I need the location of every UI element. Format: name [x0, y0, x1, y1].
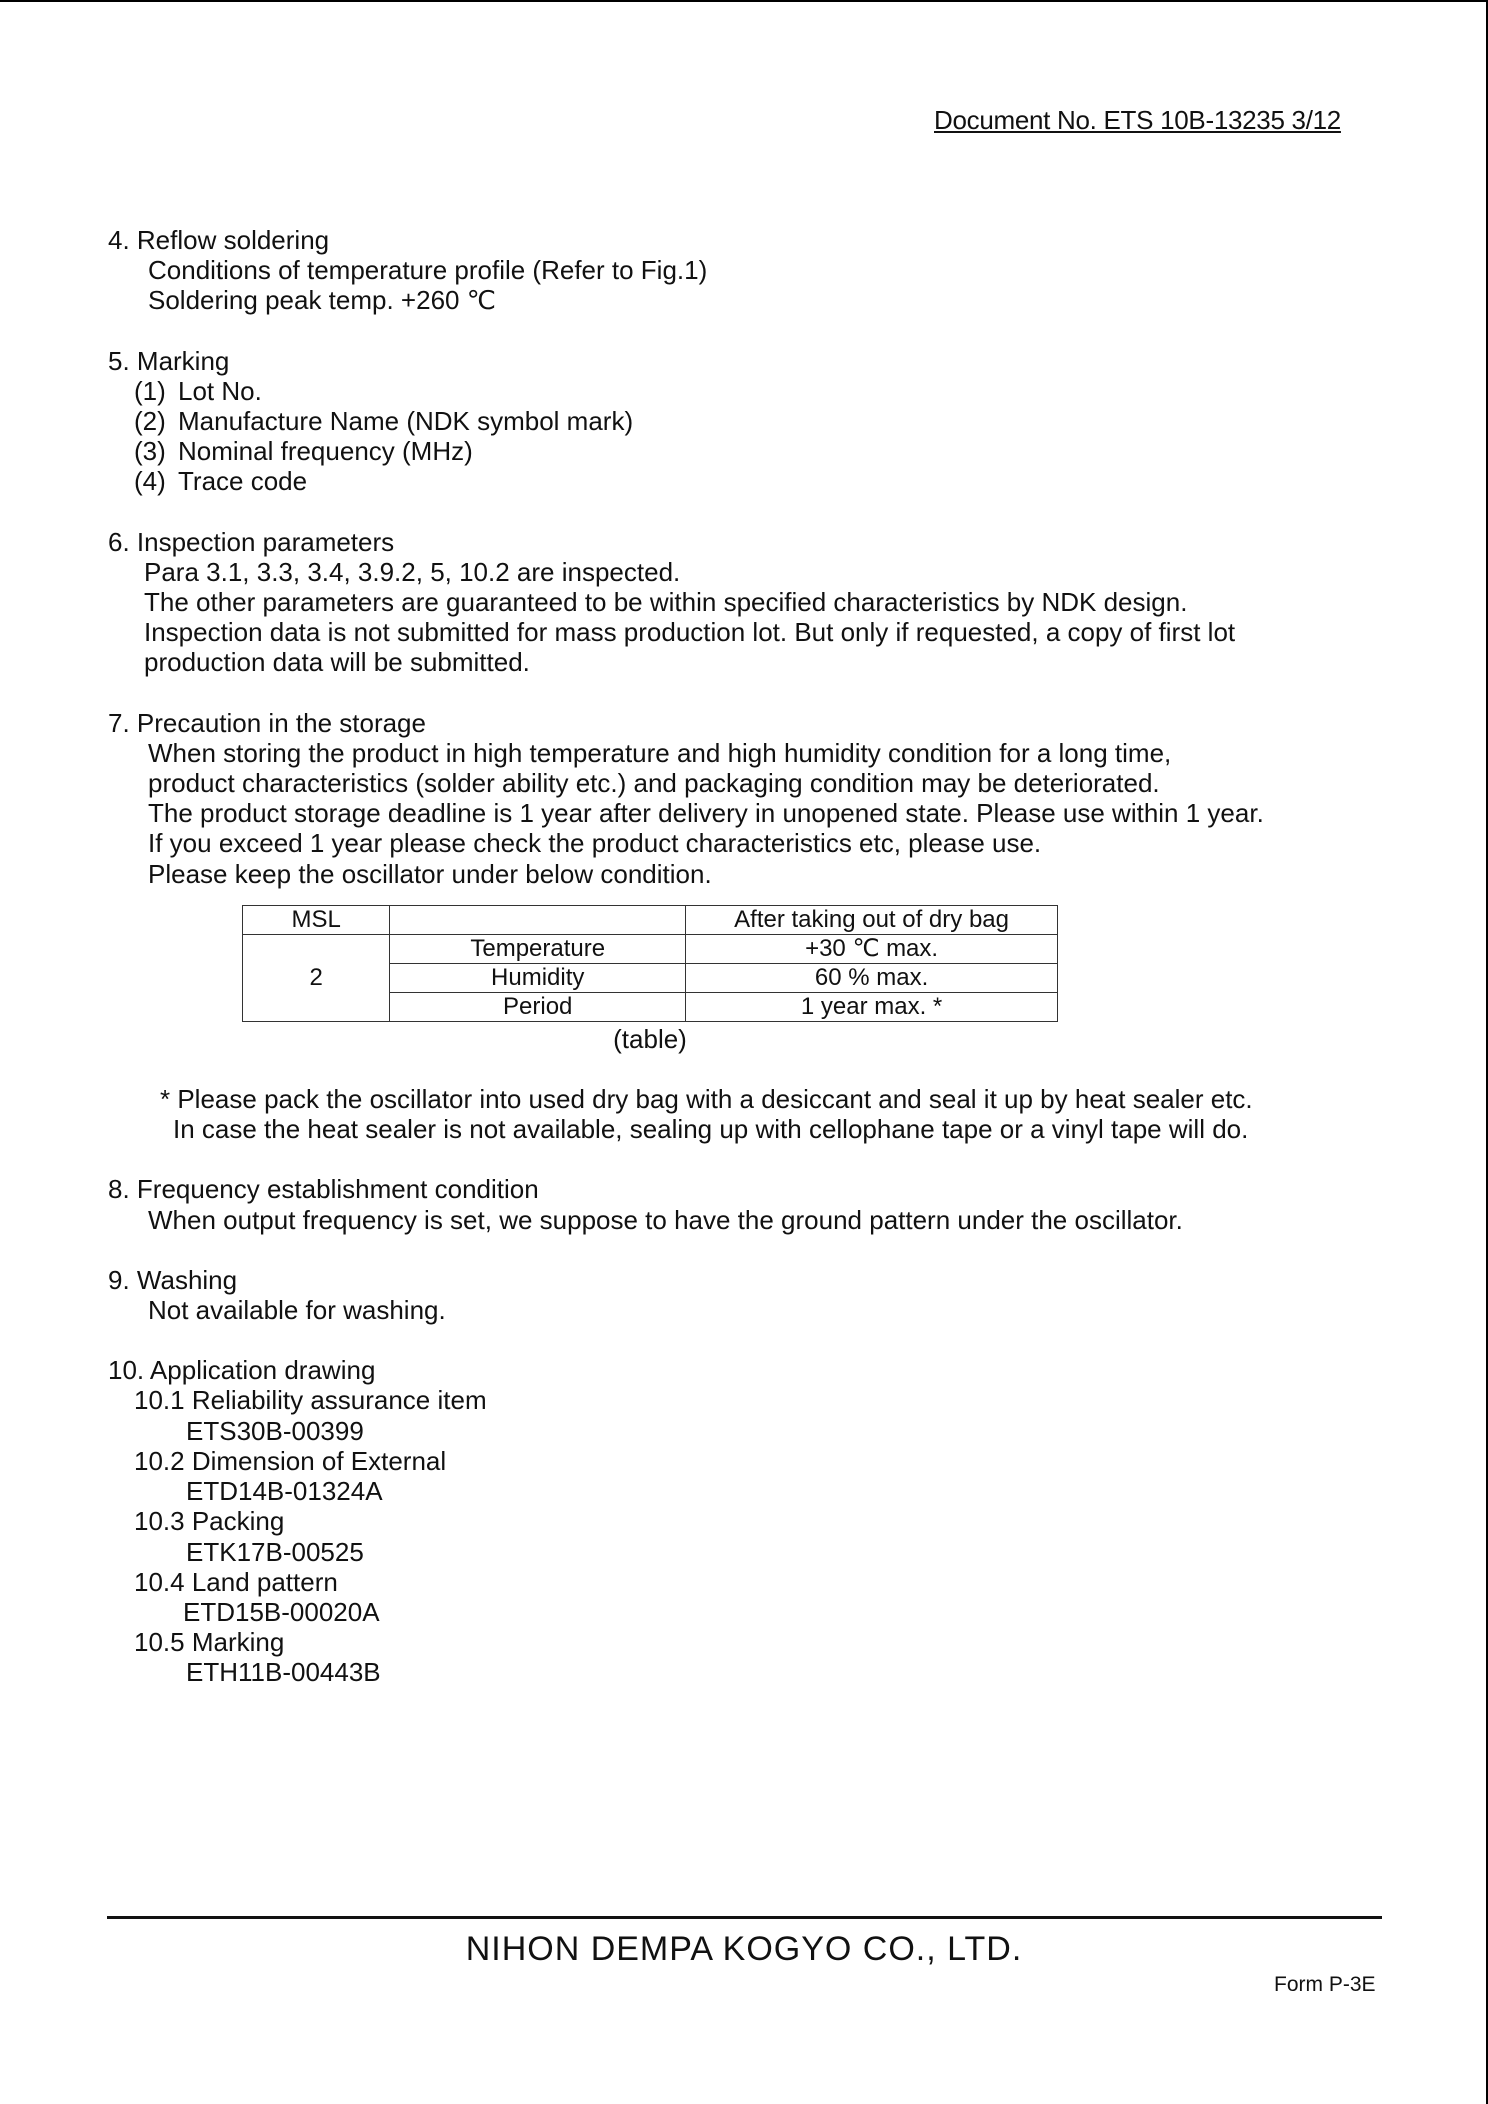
footer-divider	[107, 1916, 1382, 1919]
table-cell-value: 1 year max. *	[686, 992, 1058, 1021]
section-title: 5. Marking	[108, 345, 230, 376]
list-item-text: Manufacture Name (NDK symbol mark)	[178, 406, 634, 437]
application-item-code: ETD14B-01324A	[186, 1476, 383, 1507]
table-cell-parameter: Temperature	[390, 934, 686, 963]
document-body	[108, 225, 1408, 1688]
list-item-text: Nominal frequency (MHz)	[178, 436, 473, 467]
list-item	[108, 466, 1408, 496]
section-title: 10. Application drawing	[108, 1355, 376, 1386]
list-item	[108, 406, 1408, 436]
section-application-drawing	[108, 1355, 1408, 1687]
storage-note: In case the heat sealer is not available, sealing up with cellophane tape or a vinyl tape will do.	[173, 1114, 1249, 1145]
section-title: 8. Frequency establishment condition	[108, 1174, 539, 1205]
table-header-row	[243, 905, 1058, 934]
section-marking	[108, 346, 1408, 497]
table-cell-msl-value: 2	[243, 934, 390, 1021]
section-line: Not available for washing.	[148, 1295, 446, 1326]
section-line: If you exceed 1 year please check the product characteristics etc, please use.	[148, 828, 1042, 859]
section-line: When storing the product in high temperature and high humidity condition for a long time,	[148, 737, 1172, 768]
list-item	[108, 436, 1408, 466]
list-item-text: Lot No.	[178, 375, 262, 406]
table-cell-parameter: Period	[390, 992, 686, 1021]
section-line: Conditions of temperature profile (Refer to Fig.1)	[148, 255, 708, 286]
section-title: 6. Inspection parameters	[108, 526, 395, 557]
storage-condition-table-wrap	[242, 905, 1058, 1054]
table-cell-parameter: Humidity	[390, 963, 686, 992]
section-storage-precaution	[108, 708, 1408, 1145]
application-item-code: ETS30B-00399	[186, 1415, 364, 1446]
application-item-label: 10.3 Packing	[134, 1506, 285, 1537]
list-item-number: (4)	[134, 466, 166, 497]
storage-condition-table	[242, 905, 1058, 1022]
list-item-number: (3)	[134, 436, 166, 467]
section-title: 4. Reflow soldering	[108, 225, 330, 255]
application-item-label: 10.2 Dimension of External	[134, 1445, 447, 1476]
table-header-condition: After taking out of dry bag	[686, 905, 1058, 934]
section-line: Soldering peak temp. +260 ℃	[148, 285, 496, 316]
section-frequency-establishment	[108, 1174, 1408, 1234]
section-line: Please keep the oscillator under below condition.	[148, 858, 712, 889]
table-cell-value: +30 ℃ max.	[686, 934, 1058, 963]
section-line: Para 3.1, 3.3, 3.4, 3.9.2, 5, 10.2 are inspected.	[144, 556, 681, 587]
section-washing	[108, 1265, 1408, 1325]
list-item-number: (2)	[134, 406, 166, 437]
table-cell-value: 60 % max.	[686, 963, 1058, 992]
section-line: production data will be submitted.	[144, 647, 530, 678]
storage-note: * Please pack the oscillator into used dry bag with a desiccant and seal it up by heat sealer etc.	[160, 1084, 1253, 1115]
application-item-label: 10.4 Land pattern	[134, 1566, 338, 1597]
application-item-code: ETD15B-00020A	[183, 1596, 380, 1627]
form-number: Form P-3E	[1274, 1973, 1376, 1996]
section-line: The product storage deadline is 1 year after delivery in unopened state. Please use within 1 year.	[148, 798, 1264, 829]
document-number: Document No. ETS 10B-13235 3/12	[934, 105, 1341, 135]
company-name: NIHON DEMPA KOGYO CO., LTD.	[465, 1930, 1023, 1968]
section-line: The other parameters are guaranteed to be within specified characteristics by NDK design.	[144, 587, 1188, 618]
table-caption: (table)	[613, 1023, 687, 1054]
list-item-text: Trace code	[178, 466, 308, 497]
page-top-border	[0, 0, 1488, 2]
application-item-code: ETK17B-00525	[186, 1536, 364, 1567]
application-item-code: ETH11B-00443B	[186, 1657, 381, 1688]
application-item-label: 10.5 Marking	[134, 1627, 285, 1658]
table-header-parameter	[390, 905, 686, 934]
application-item-label: 10.1 Reliability assurance item	[134, 1385, 487, 1416]
list-item	[108, 376, 1408, 406]
section-inspection-parameters	[108, 527, 1408, 678]
section-line: product characteristics (solder ability etc.) and packaging condition may be deteriorated.	[148, 768, 1160, 799]
section-line: When output frequency is set, we suppose to have the ground pattern under the oscillator.	[148, 1204, 1183, 1235]
section-reflow-soldering	[108, 225, 1408, 316]
section-title: 9. Washing	[108, 1264, 238, 1295]
table-row	[243, 934, 1058, 963]
section-title: 7. Precaution in the storage	[108, 707, 426, 738]
section-line: Inspection data is not submitted for mass production lot. But only if requested, a copy of first lot	[144, 617, 1236, 648]
list-item-number: (1)	[134, 375, 166, 406]
table-header-msl: MSL	[243, 905, 390, 934]
